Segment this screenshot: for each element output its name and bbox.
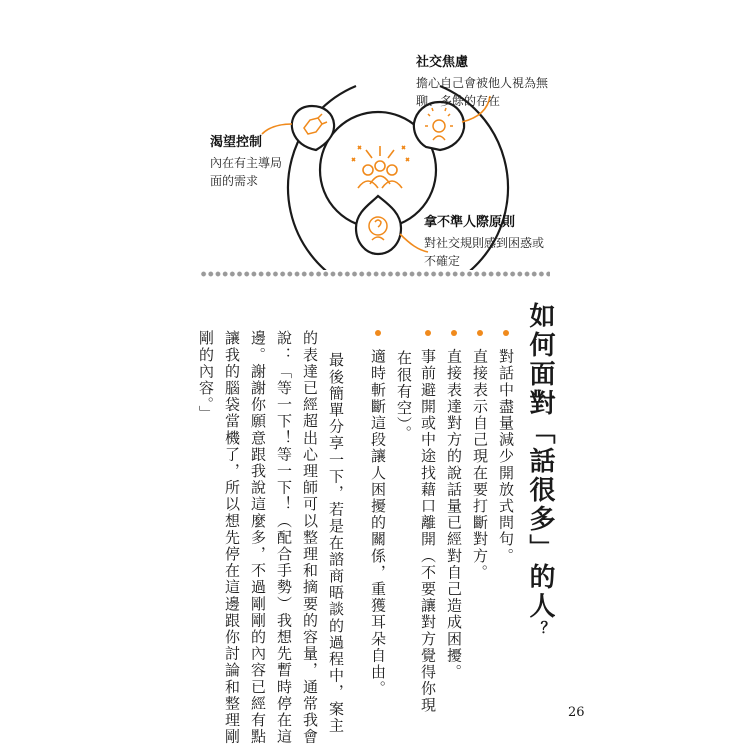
social-rules-title: 拿不準人際原則 [424, 215, 516, 230]
paragraph-line-1: 最後簡單分享一下，若是在諮商晤談的過程中，案主 [327, 352, 345, 734]
bullet-4-continuation [391, 350, 417, 750]
bullet-1-text: 對話中盡量減少開放式問句。 [497, 348, 515, 565]
social-anxiety-label [416, 51, 548, 110]
paragraph-line-2: 的表達已經超出心理師可以整理和摘要的容量，通常我會 [301, 330, 319, 745]
section-heading-text: 如何面對「話很多」的人 [525, 302, 555, 621]
bullet-dot-icon [375, 330, 381, 336]
bullet-1 [493, 330, 519, 730]
social-anxiety-title: 社交焦慮 [416, 55, 469, 70]
social-anxiety-desc-2: 聊、多餘的存在 [416, 94, 501, 108]
page-number: 26 [568, 705, 585, 720]
control-desc-2: 面的需求 [210, 174, 259, 188]
social-rules-desc-2: 不確定 [424, 254, 461, 268]
bullet-dot-icon [477, 330, 483, 336]
bullet-5 [365, 330, 391, 730]
bullet-4-continuation-text: 在很有空）。 [395, 350, 413, 443]
causes-diagram [0, 0, 750, 270]
control-title: 渴望控制 [210, 135, 263, 150]
paragraph-line-5: 讓我的腦袋當機了，所以想先停在這邊跟你討論和整理剛 [223, 330, 241, 745]
bullet-dot-icon [503, 330, 509, 336]
bullet-3 [441, 330, 467, 730]
social-anxiety-desc-1: 擔心自己會被他人視為無 [416, 76, 549, 90]
section-heading [525, 302, 555, 639]
paragraph-line-3: 說：「等一下！等一下！（配合手勢）我想先暫時停在這 [275, 330, 293, 745]
dotted-divider [200, 271, 550, 277]
social-rules-label [424, 211, 544, 270]
heading-question-mark: ？ [531, 621, 549, 639]
social-rules-desc-1: 對社交規則感到困惑或 [424, 236, 545, 250]
bullet-5-text: 適時斬斷這段讓人困擾的關係，重獲耳朵自由。 [369, 348, 387, 697]
bullet-4-text: 事前避開或中途找藉口離開（不要讓對方覺得你現 [419, 348, 437, 714]
bullet-dot-icon [451, 330, 457, 336]
control-label [210, 131, 282, 190]
paragraph-line-6: 剛的內容。」 [197, 330, 215, 423]
bullet-2-text: 直接表示自己現在要打斷對方。 [471, 348, 489, 581]
paragraph-line-4: 邊。謝謝你願意跟我說這麼多，不過剛剛的內容已經有點 [249, 330, 267, 745]
bullet-dot-icon [425, 330, 431, 336]
bullet-2 [467, 330, 493, 730]
control-desc-1: 內在有主導局 [210, 156, 283, 170]
bullet-3-text: 直接表達對方的說話量已經對自己造成困擾。 [445, 348, 463, 681]
bullet-4 [415, 330, 441, 730]
